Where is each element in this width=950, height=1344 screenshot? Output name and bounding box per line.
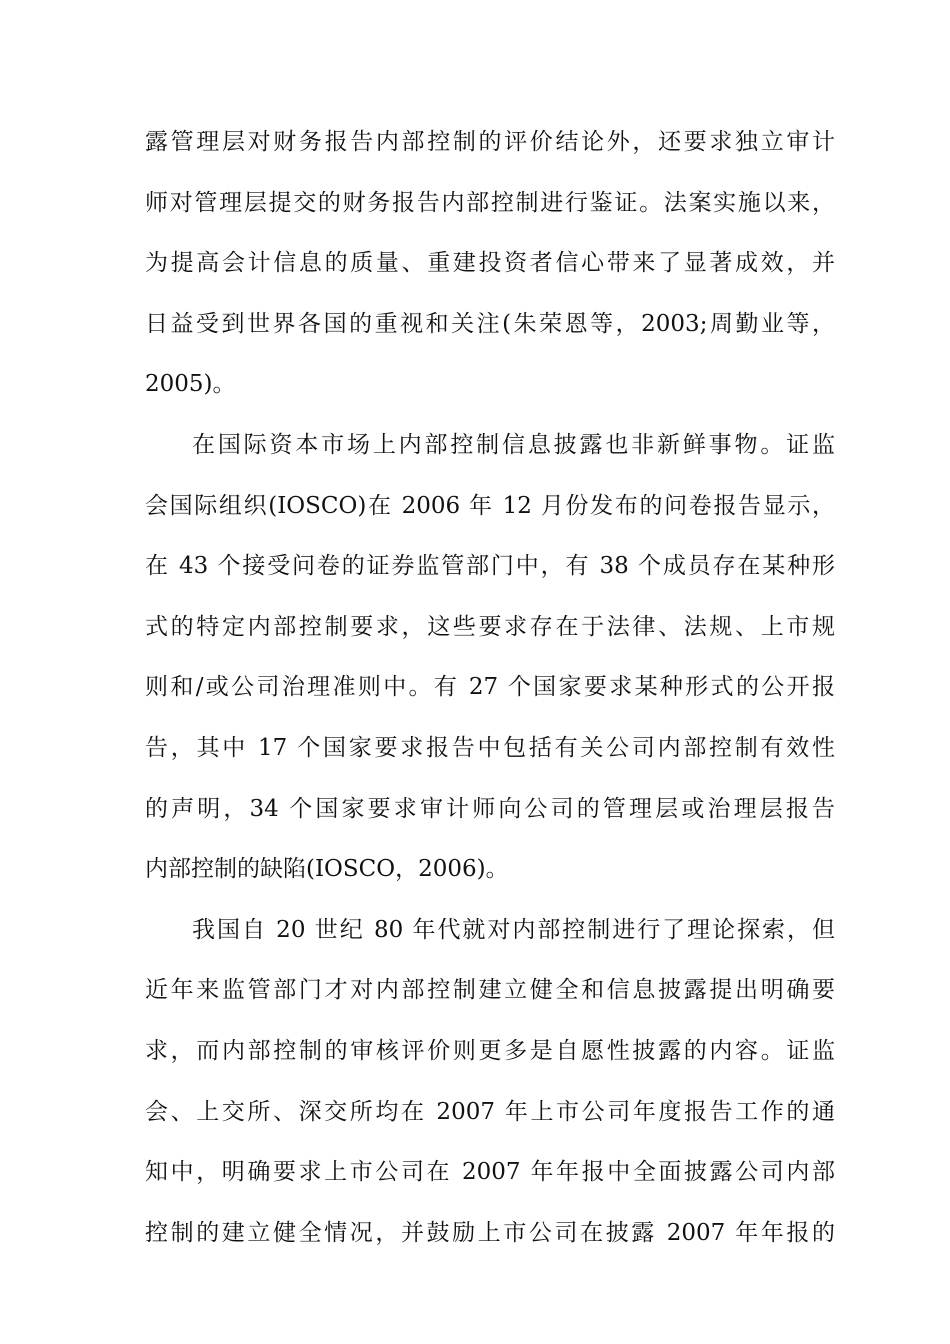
text-line: 求，而内部控制的审核评价则更多是自愿性披露的内容。证监 xyxy=(145,1037,835,1064)
text-line: 会国际组织(IOSCO)在 2006 年 12 月份发布的问卷报告显示， xyxy=(145,492,835,519)
text-line: 内部控制的缺陷(IOSCO，2006)。 xyxy=(145,856,509,883)
text-line: 告，其中 17 个国家要求报告中包括有关公司内部控制有效性 xyxy=(145,734,835,761)
text-line: 露管理层对财务报告内部控制的评价结论外，还要求独立审计 xyxy=(145,129,835,155)
text-line: 式的特定内部控制要求，这些要求存在于法律、法规、上市规 xyxy=(145,613,835,640)
text-line: 为提高会计信息的质量、重建投资者信心带来了显著成效，并 xyxy=(145,250,835,277)
text-line: 知中，明确要求上市公司在 2007 年年报中全面披露公司内部 xyxy=(145,1159,835,1186)
text-line: 会、上交所、深交所均在 2007 年上市公司年度报告工作的通 xyxy=(145,1098,835,1125)
text-line: 在 43 个接受问卷的证券监管部门中，有 38 个成员存在某种形 xyxy=(145,553,835,580)
text-line: 师对管理层提交的财务报告内部控制进行鉴证。法案实施以来， xyxy=(145,189,835,216)
text-line: 我国自 20 世纪 80 年代就对内部控制进行了理论探索，但 xyxy=(192,916,835,943)
text-line: 近年来监管部门才对内部控制建立健全和信息披露提出明确要 xyxy=(145,977,835,1004)
text-line: 日益受到世界各国的重视和关注(朱荣恩等，2003;周勤业等， xyxy=(145,310,835,337)
text-line: 在国际资本市场上内部控制信息披露也非新鲜事物。证监 xyxy=(192,431,835,458)
text-line: 的声明，34 个国家要求审计师向公司的管理层或治理层报告 xyxy=(145,795,835,822)
text-line: 控制的建立健全情况，并鼓励上市公司在披露 2007 年年报的 xyxy=(145,1219,835,1246)
text-line: 2005)。 xyxy=(145,371,236,398)
body-text xyxy=(145,112,835,1263)
text-line: 则和/或公司治理准则中。有 27 个国家要求某种形式的公开报 xyxy=(145,674,835,701)
